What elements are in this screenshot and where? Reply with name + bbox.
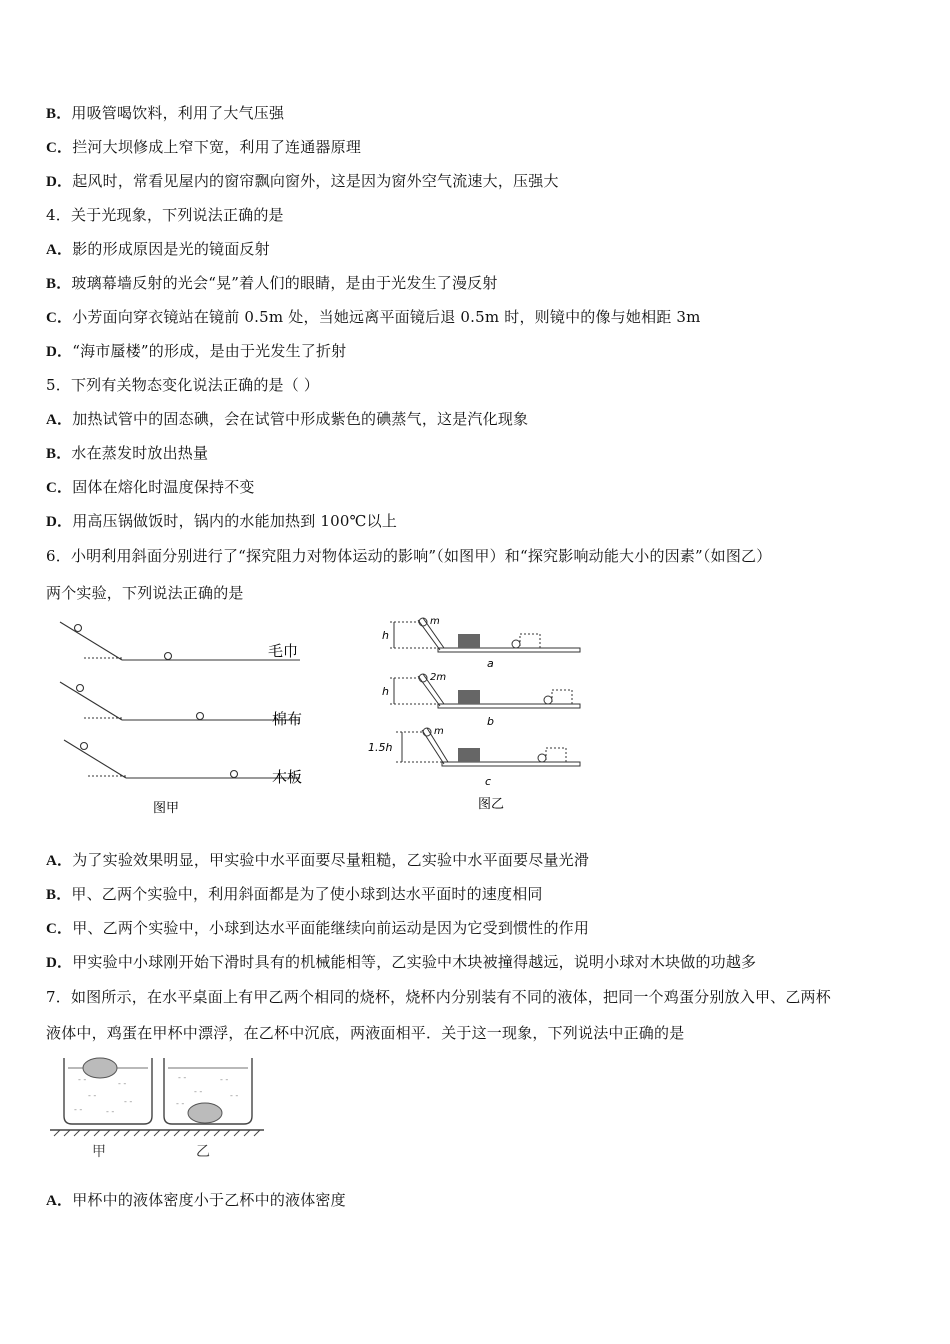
block-b bbox=[458, 690, 480, 704]
q5-option-a: A．加热试管中的固态碘，会在试管中形成紫色的碘蒸气，这是汽化现象 bbox=[46, 410, 529, 428]
ramp-b bbox=[390, 674, 580, 708]
figure-beakers bbox=[48, 1052, 278, 1162]
q5-option-c: C．固体在熔化时温度保持不变 bbox=[46, 478, 255, 496]
sub-label-c: c bbox=[485, 775, 492, 788]
q5-stem: 5．下列有关物态变化说法正确的是（ ） bbox=[46, 376, 320, 394]
sub-label-a: a bbox=[487, 657, 494, 670]
beaker-label-jia: 甲 bbox=[92, 1144, 106, 1160]
block-a bbox=[458, 634, 480, 648]
svg-text:- -: - - bbox=[78, 1075, 87, 1084]
q7-option-a: A．甲杯中的液体密度小于乙杯中的液体密度 bbox=[46, 1191, 346, 1209]
svg-text:- -: - - bbox=[176, 1099, 185, 1108]
svg-text:- -: - - bbox=[220, 1075, 229, 1084]
svg-text:- -: - - bbox=[118, 1079, 127, 1088]
q4-stem: 4．关于光现象，下列说法正确的是 bbox=[46, 206, 284, 224]
mass-label-c: m bbox=[434, 726, 444, 737]
q4-option-c: C．小芳面向穿衣镜站在镜前 0.5m 处，当她远离平面镜后退 0.5m 时，则镜中的像与她相距 3m bbox=[46, 308, 701, 326]
mass-label-b: 2m bbox=[430, 672, 447, 683]
incline-set-3 bbox=[64, 740, 300, 778]
q6-option-a: A．为了实验效果明显，甲实验中水平面要尽量粗糙，乙实验中水平面要尽量光滑 bbox=[46, 851, 590, 869]
height-label-c: 1.5h bbox=[368, 741, 393, 754]
q6-option-b: B．甲、乙两个实验中，利用斜面都是为了使小球到达水平面时的速度相同 bbox=[46, 885, 543, 903]
q7-stem-line1: 7．如图所示，在水平桌面上有甲乙两个相同的烧杯，烧杯内分别装有不同的液体，把同一个鸡蛋分别放入甲、乙两杯 bbox=[46, 988, 831, 1006]
q5-option-d: D．用高压锅做饭时，锅内的水能加热到 100℃以上 bbox=[46, 512, 398, 530]
svg-text:- -: - - bbox=[178, 1073, 187, 1082]
svg-text:- -: - - bbox=[88, 1091, 97, 1100]
q3-option-b: B．用吸管喝饮料，利用了大气压强 bbox=[46, 104, 285, 122]
caption-jia: 图甲 bbox=[153, 801, 180, 816]
svg-text:- -: - - bbox=[194, 1087, 203, 1096]
q3-option-d: D．起风时，常看见屋内的窗帘飘向窗外，这是因为窗外空气流速大，压强大 bbox=[46, 172, 559, 190]
svg-text:- -: - - bbox=[106, 1107, 115, 1116]
sub-label-b: b bbox=[487, 715, 494, 728]
svg-text:- -: - - bbox=[124, 1097, 133, 1106]
surface-label-cotton: 棉布 bbox=[272, 710, 303, 728]
egg-yi bbox=[188, 1103, 222, 1123]
q6-stem-line1: 6．小明利用斜面分别进行了“探究阻力对物体运动的影响”（如图甲）和“探究影响动能大小的因素”（如图乙） bbox=[46, 547, 772, 565]
egg-jia bbox=[83, 1058, 117, 1078]
caption-yi: 图乙 bbox=[478, 797, 505, 812]
mass-label-a: m bbox=[430, 616, 440, 627]
svg-text:- -: - - bbox=[230, 1091, 239, 1100]
surface-label-board: 木板 bbox=[272, 768, 303, 786]
q6-stem-line2: 两个实验，下列说法正确的是 bbox=[46, 584, 244, 602]
table-surface bbox=[50, 1130, 264, 1136]
incline-set-1 bbox=[60, 622, 300, 660]
block-c bbox=[458, 748, 480, 762]
incline-set-2 bbox=[60, 682, 300, 720]
figure-jia bbox=[50, 612, 330, 822]
svg-text:- -: - - bbox=[74, 1105, 83, 1114]
q7-stem-line2: 液体中，鸡蛋在甲杯中漂浮，在乙杯中沉底，两液面相平．关于这一现象，下列说法中正确的是 bbox=[46, 1024, 685, 1042]
figure-yi bbox=[360, 612, 590, 812]
q5-option-b: B．水在蒸发时放出热量 bbox=[46, 444, 209, 462]
surface-label-towel: 毛巾 bbox=[268, 642, 299, 660]
height-label-b: h bbox=[382, 685, 389, 698]
q6-option-d: D．甲实验中小球刚开始下滑时具有的机械能相等，乙实验中木块被撞得越远，说明小球对木块做的功越多 bbox=[46, 953, 757, 971]
liquid-jia bbox=[74, 1075, 132, 1116]
ramp-c bbox=[396, 728, 580, 766]
q4-option-d: D．“海市蜃楼”的形成，是由于光发生了折射 bbox=[46, 342, 347, 360]
beaker-label-yi: 乙 bbox=[196, 1144, 210, 1160]
q4-option-a: A．影的形成原因是光的镜面反射 bbox=[46, 240, 270, 258]
height-label-a: h bbox=[382, 629, 389, 642]
q6-option-c: C．甲、乙两个实验中，小球到达水平面能继续向前运动是因为它受到惯性的作用 bbox=[46, 919, 590, 937]
ramp-a bbox=[390, 618, 580, 652]
q3-option-c: C．拦河大坝修成上窄下宽，利用了连通器原理 bbox=[46, 138, 362, 156]
q4-option-b: B．玻璃幕墙反射的光会“晃”着人们的眼睛，是由于光发生了漫反射 bbox=[46, 274, 498, 292]
